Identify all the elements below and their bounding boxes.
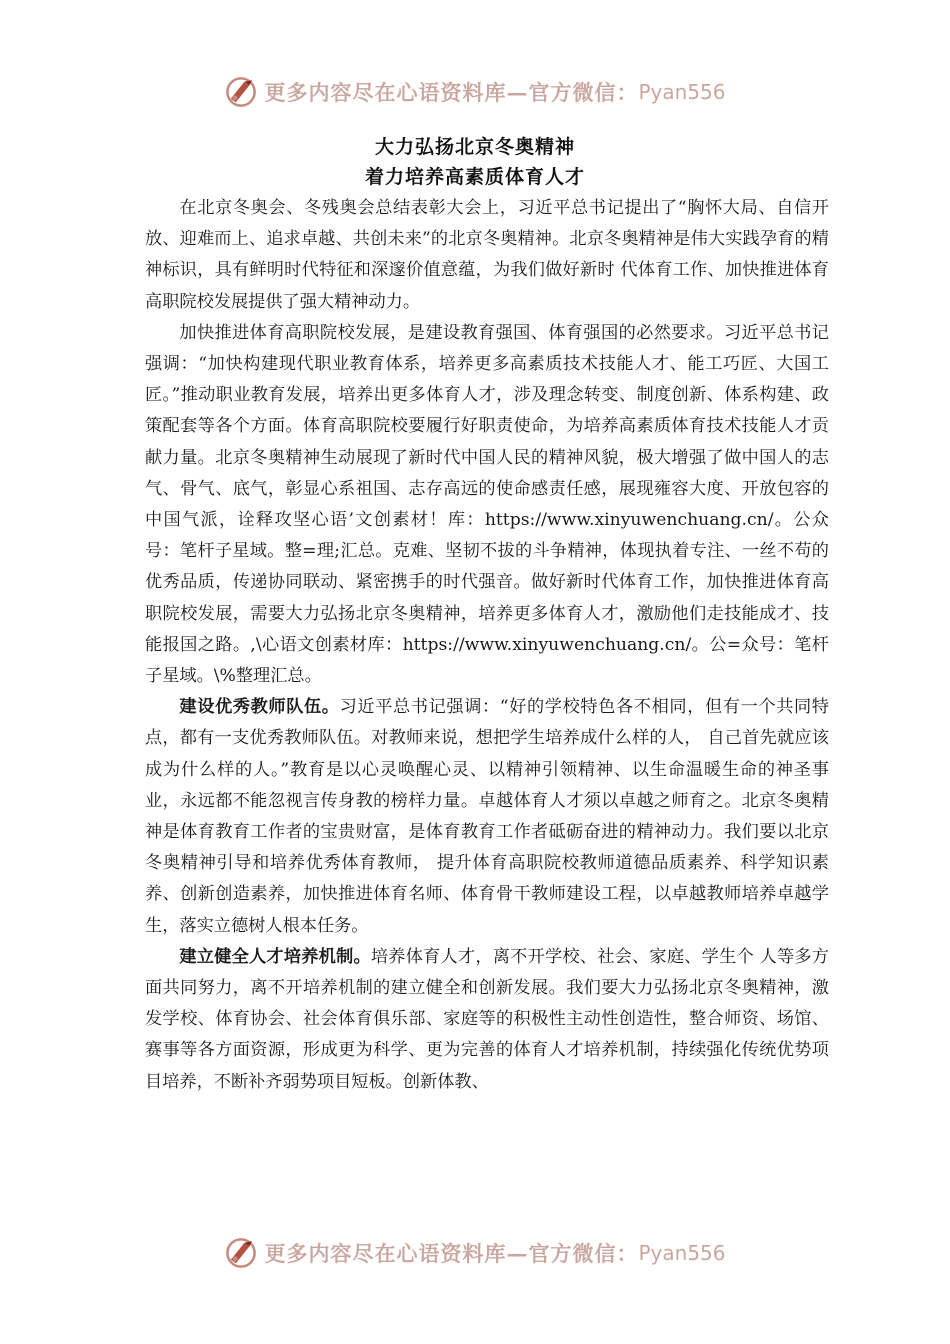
paragraph-3: [145, 692, 829, 942]
header-wechat-id: Pyan556: [638, 80, 726, 104]
brand-logo-icon: [224, 75, 258, 109]
paragraph-3-text: 习近平总书记强调：“好的学校特色各不相同，但有一个共同特点，都有一支优秀教师队伍。对教师来说，想把学生培养成什么样的人， 自己首先就应该成为什么样的人。”教育是以心灵唤醒心灵、以精神引领精神、以生命温暖生命的神圣事业，永远都不能忽视言传身教的榜样力量。卓越体育人才须以卓越之师育之。北京冬奥精神是体育教育工作者的宝贵财富，是体育教育工作者砥砺奋进的精神动力。我们要以北京冬奥精神引导和培养优秀体育教师， 提升体育高职院校教师道德品质素养、科学知识素养、创新创造素养，加快推进体育名师、体育骨干教师建设工程，以卓越教师培养卓越学生，落实立德树人根本任务。: [145, 697, 829, 936]
paragraph-4-text: 培养体育人才，离不开学校、社会、家庭、学生个 人等多方面共同努力，离不开培养机制的建立健全和创新发展。我们要大力弘扬北京冬奥精神，激发学校、体育协会、社会体育俱乐部、家庭等的积极性主动性创造性，整合师资、场馆、赛事等各方面资源，形成更为科学、更为完善的体育人才培养机制，持续强化传统优势项目培养，不断补齐弱势项目短板。创新体教、: [145, 946, 829, 1092]
paragraph-4-lead: 建立健全人才培养机制。: [179, 946, 371, 967]
footer-wechat-id: Pyan556: [638, 1241, 726, 1265]
paragraph-4: [145, 942, 829, 1098]
article-body: [145, 193, 829, 1098]
title-line-2: 着力培养高素质体育人才: [364, 166, 585, 188]
header-banner: [0, 72, 950, 112]
brand-logo-icon: [224, 1236, 258, 1270]
paragraph-2: [145, 318, 829, 692]
title-line-1: 大力弘扬北京冬奥精神: [374, 136, 575, 158]
paragraph-1: [145, 193, 829, 318]
paragraph-1-text: 在北京冬奥会、冬残奥会总结表彰大会上，习近平总书记提出了“胸怀大局、自信开放、迎难而上、追求卓越、共创未来”的北京冬奥精神。北京冬奥精神是伟大实践孕育的精神标识，具有鲜明时代特征和深邃价值意蕴，为我们做好新时 代体育工作、加快推进体育高职院校发展提供了强大精神动力。: [145, 198, 829, 312]
header-banner-text: 更多内容尽在心语资料库—官方微信：: [264, 80, 639, 105]
paragraph-2-text: 加快推进体育高职院校发展，是建设教育强国、体育强国的必然要求。习近平总书记强调：“加快构建现代职业教育体系，培养更多高素质技术技能人才、能工巧匠、大国工匠。”推动职业教育发展，培养出更多体育人才，涉及理念转变、制度创新、体系构建、政策配套等各个方面。体育高职院校要履行好职责使命，为培养高素质体育技术技能人才贡献力量。北京冬奥精神生动展现了新时代中国人民的精神风貌，极大增强了做中国人的志气、骨气、底气，彰显心系祖国、志存高远的使命感责任感，展现雍容大度、开放包容的中国气派，诠释攻坚心语’文创素材！库：https://www.xinyuwenchuang.cn/。公众号：笔杆子星域。整=理;汇总。克难、坚韧不拔的斗争精神，体现执着专注、一丝不苟的优秀品质，传递协同联动、紧密携手的时代强音。做好新时代体育工作，加快推进体育高职院校发展，需要大力弘扬北京冬奥精神，培养更多体育人才，激励他们走技能成才、技能报国之路。,\心语文创素材库：https://www.xinyuwenchuang.cn/。公=众号：笔杆子星域。\%整理汇总。: [145, 322, 829, 687]
footer-banner-text: 更多内容尽在心语资料库—官方微信：: [264, 1241, 639, 1266]
footer-banner: [0, 1233, 950, 1273]
paragraph-3-lead: 建设优秀教师队伍。: [179, 697, 340, 718]
